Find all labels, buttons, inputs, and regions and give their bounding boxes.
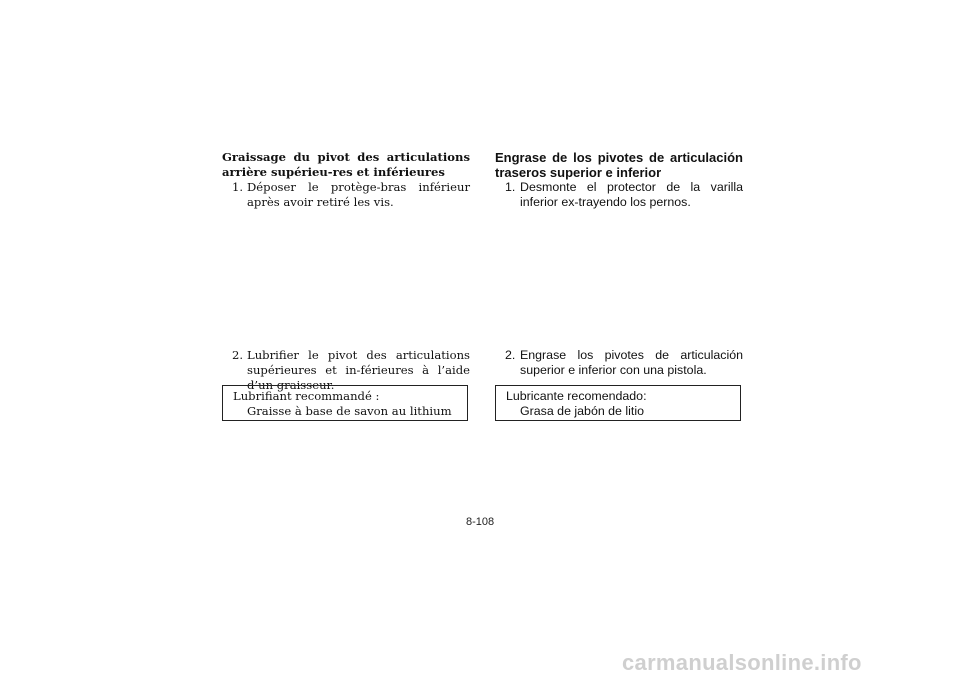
spanish-lubricant-label: Lubricante recomendado: [506, 389, 647, 403]
french-column [222, 150, 470, 418]
french-lubricant-label: Lubrifiant recommandé : [233, 389, 380, 403]
spanish-step-2-block [495, 348, 743, 378]
french-step-1-number: 1. [232, 180, 244, 194]
french-step-1-text: Déposer le protège-bras inférieur après avoir retiré les vis. [247, 180, 470, 209]
spanish-lubricant-box [495, 385, 741, 421]
spanish-step-2 [495, 348, 743, 378]
spanish-lubricant-value: Grasa de jabón de litio [520, 404, 644, 418]
watermark: carmanualsonline.info [622, 650, 862, 675]
french-step-2-text: Lubrifier le pivot des articulations supérieures et in-férieures à l’aide d’un graisseur. [247, 348, 470, 392]
spanish-step-2-text: Engrase los pivotes de articulación superior e inferior con una pistola. [520, 348, 743, 377]
spanish-step-2-number: 2. [505, 348, 516, 362]
spanish-column [495, 150, 743, 418]
spanish-step-1 [495, 180, 743, 210]
spanish-step-1-number: 1. [505, 180, 516, 194]
french-step-1 [222, 180, 470, 210]
french-lubricant-value: Graisse à base de savon au lithium [247, 404, 452, 418]
french-heading: Graissage du pivot des articulations arrière supérieu-res et inférieures [222, 150, 470, 179]
page-number: 8-108 [466, 516, 495, 528]
spanish-step-1-text: Desmonte el protector de la varilla inferior ex-trayendo los pernos. [520, 180, 743, 209]
spanish-heading: Engrase de los pivotes de articulación traseros superior e inferior [495, 150, 743, 180]
french-step-2-number: 2. [232, 348, 244, 362]
french-lubricant-box [222, 385, 468, 421]
